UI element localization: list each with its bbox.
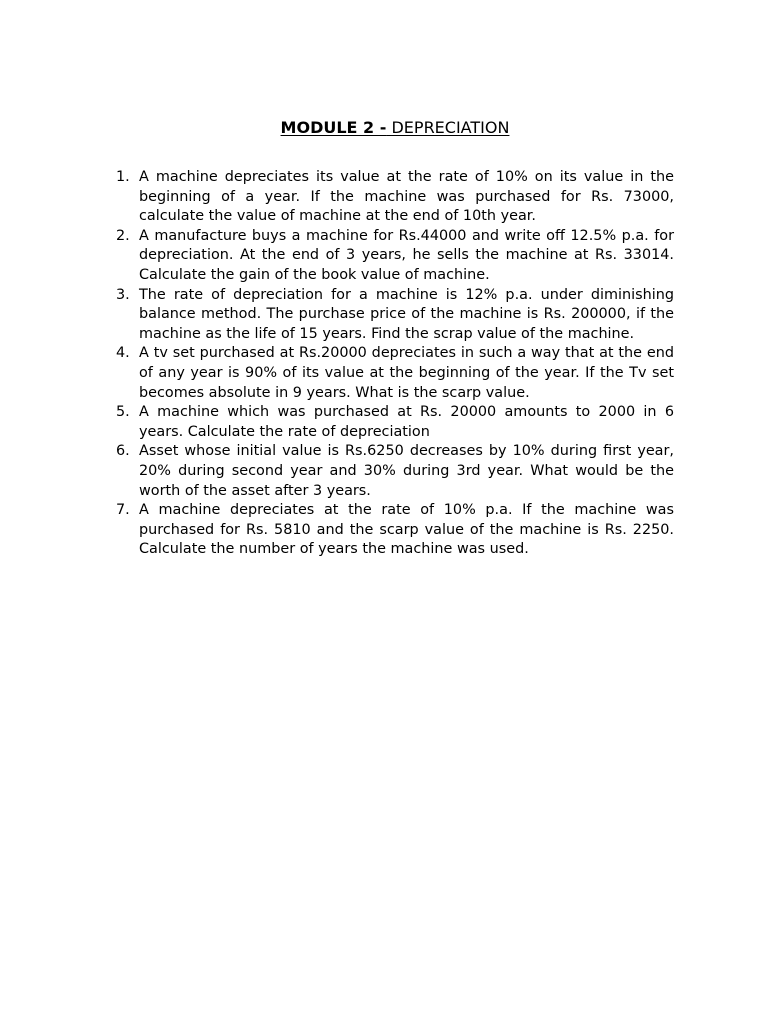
question-number: 3. bbox=[116, 286, 130, 303]
title-topic: DEPRECIATION bbox=[391, 118, 510, 137]
question-text: A manufacture buys a machine for Rs.44000 and write off 12.5% p.a. for depreciation. At the end of 3 years, he sells the machine at Rs. 33014. Calculate the gain of the book value of machine. bbox=[139, 227, 674, 283]
question-item bbox=[112, 403, 674, 442]
question-item bbox=[112, 442, 674, 501]
question-text: Asset whose initial value is Rs.6250 decreases by 10% during first year, 20% during second year and 30% during 3rd year. What would be the worth of the asset after 3 years. bbox=[139, 443, 674, 499]
question-text: A tv set purchased at Rs.20000 depreciates in such a way that at the end of any year is 90% of its value at the beginning of the year. If the Tv set becomes absolute in 9 years. What is the scarp value. bbox=[139, 345, 674, 401]
question-list bbox=[112, 168, 674, 560]
question-item bbox=[112, 344, 674, 403]
question-number: 7. bbox=[116, 502, 130, 519]
page-title bbox=[0, 118, 768, 138]
title-module-label: MODULE 2 - bbox=[280, 118, 387, 137]
question-item bbox=[112, 501, 674, 560]
question-number: 2. bbox=[116, 227, 130, 244]
question-text: The rate of depreciation for a machine is 12% p.a. under diminishing balance method. The purchase price of the machine is Rs. 200000, if the machine as the life of 15 years. Find the scrap value of the machine. bbox=[139, 286, 674, 342]
question-item bbox=[112, 227, 674, 286]
question-number: 5. bbox=[116, 404, 130, 421]
question-number: 4. bbox=[116, 345, 130, 362]
question-item bbox=[112, 286, 674, 345]
question-text: A machine which was purchased at Rs. 20000 amounts to 2000 in 6 years. Calculate the rate of depreciation bbox=[139, 404, 674, 440]
question-item bbox=[112, 168, 674, 227]
question-number: 1. bbox=[116, 169, 130, 185]
question-text: A machine depreciates at the rate of 10% p.a. If the machine was purchased for Rs. 5810 and the scarp value of the machine is Rs. 2250. Calculate the number of years the machine was used. bbox=[139, 502, 674, 558]
question-text: A machine depreciates its value at the rate of 10% on its value in the beginning of a year. If the machine was purchased for Rs. 73000, calculate the value of machine at the end of 10th year. bbox=[139, 169, 674, 225]
question-number: 6. bbox=[116, 443, 130, 460]
